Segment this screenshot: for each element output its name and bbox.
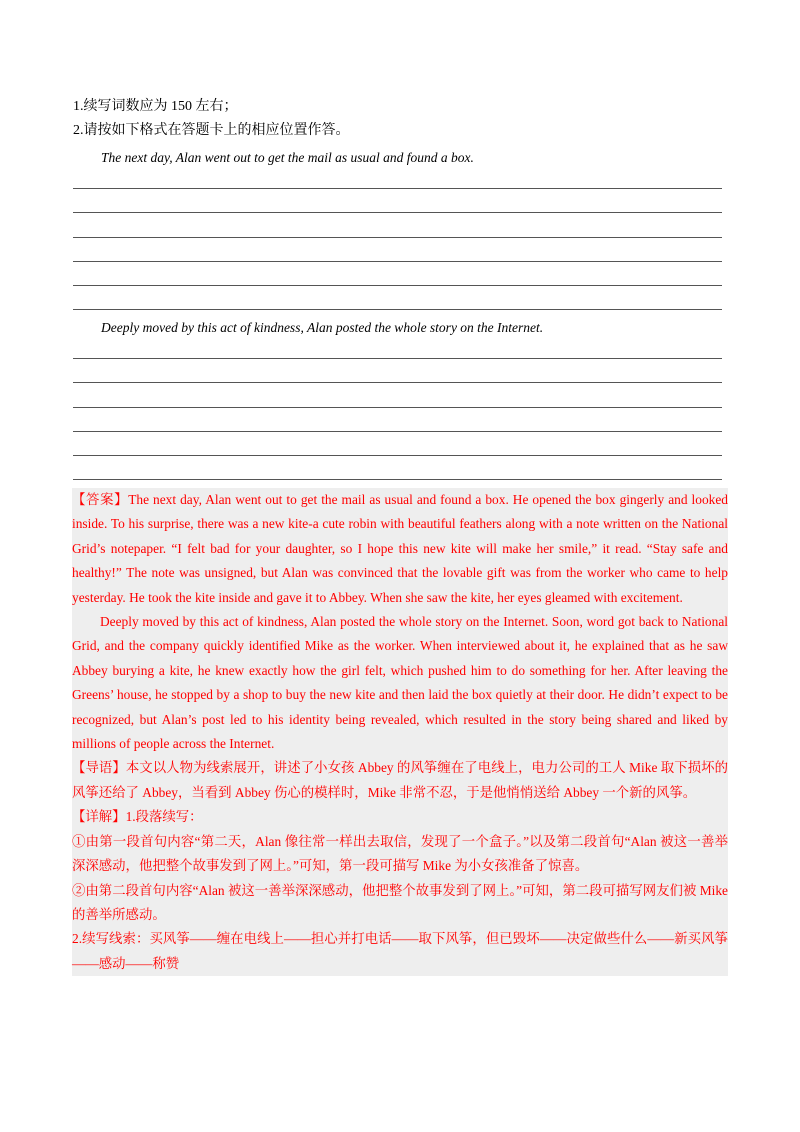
answer-paragraph-1	[72, 488, 728, 610]
answer-text-1: The next day, Alan went out to get the mail as usual and found a box. He opened the box gingerly and looked inside. To his surprise, there was a new kite-a cute robin with beautiful feathers along with a note written on the National Grid’s notepaper. “I felt bad for your daughter, so I hope this new kite will make her smile,” it read. “Stay safe and healthy!” The note was unsigned, but Alan was convinced that the lovable gift was from the worker who came to help yesterday. He took the kite inside and gave it to Abbey. When she saw the kite, her eyes gleamed with excitement.	[72, 492, 728, 605]
writing-line	[73, 309, 722, 310]
paragraph1-opening-sentence: The next day, Alan went out to get the mail as usual and found a box.	[101, 150, 474, 165]
detail-point-1: ①由第一段首句内容“第二天，Alan 像往常一样出去取信，发现了一个盒子。”以及第二段首句“Alan 被这一善举深深感动，他把整个故事发到了网上。”可知，第一段可描写 Mike 为小女孩准备了惊喜。	[72, 833, 728, 874]
detail-heading	[72, 805, 728, 829]
requirement-format: 2.请按如下格式在答题卡上的相应位置作答。	[73, 123, 350, 138]
writing-line	[73, 358, 722, 359]
writing-line	[73, 188, 722, 189]
answer-label: 【答案】	[72, 492, 129, 507]
detail-label: 【详解】	[72, 809, 126, 825]
guide-label: 【导语】	[72, 760, 126, 776]
writing-line	[73, 261, 722, 262]
writing-line	[73, 237, 722, 238]
guide-text: 本文以人物为线索展开，讲述了小女孩 Abbey 的风筝缠在了电线上，电力公司的工人 Mike 取下损坏的风筝还给了 Abbey，当看到 Abbey 伤心的模样时，Mike 非常不忍，于是他悄悄送给 Abbey 一个新的风筝。	[72, 760, 728, 800]
requirement-word-count: 1.续写词数应为 150 左右；	[73, 99, 238, 114]
writing-line	[73, 455, 722, 456]
writing-line	[73, 431, 722, 432]
answer-section	[72, 488, 728, 976]
writing-line	[73, 479, 722, 480]
detail-point-2: ②由第二段首句内容“Alan 被这一善举深深感动，他把整个故事发到了网上。”可知，第二段可描写网友们被 Mike 的善举所感动。	[72, 882, 728, 922]
answer-paragraph-2: Deeply moved by this act of kindness, Alan posted the whole story on the Internet. Soon, word got back to National Grid, and the company quickly identified Mike as the worker. When interviewed about it, he explained that as he saw Abbey burying a kite, he knew exactly how the girl felt, which pushed him to do something for her. After leaving the Greens’ house, he stopped by a shop to buy the new kite and then laid the box quietly at their door. He didn’t expect to be recognized, but Alan’s post led to his identity being revealed, which resulted in the story being shared and liked by millions of people across the Internet.	[72, 614, 728, 752]
detail-heading-text: 1.段落续写：	[125, 809, 203, 825]
paragraph2-opening-sentence: Deeply moved by this act of kindness, Alan posted the whole story on the Internet.	[101, 320, 544, 335]
writing-line	[73, 382, 722, 383]
guide-paragraph	[72, 756, 728, 805]
writing-line	[73, 285, 722, 286]
writing-line	[73, 407, 722, 408]
writing-line	[73, 212, 722, 213]
detail-clues: 2.续写线索：买风筝——缠在电线上——担心并打电话——取下风筝，但已毁坏——决定做些什么——新买风筝——感动——称赞	[72, 931, 728, 971]
